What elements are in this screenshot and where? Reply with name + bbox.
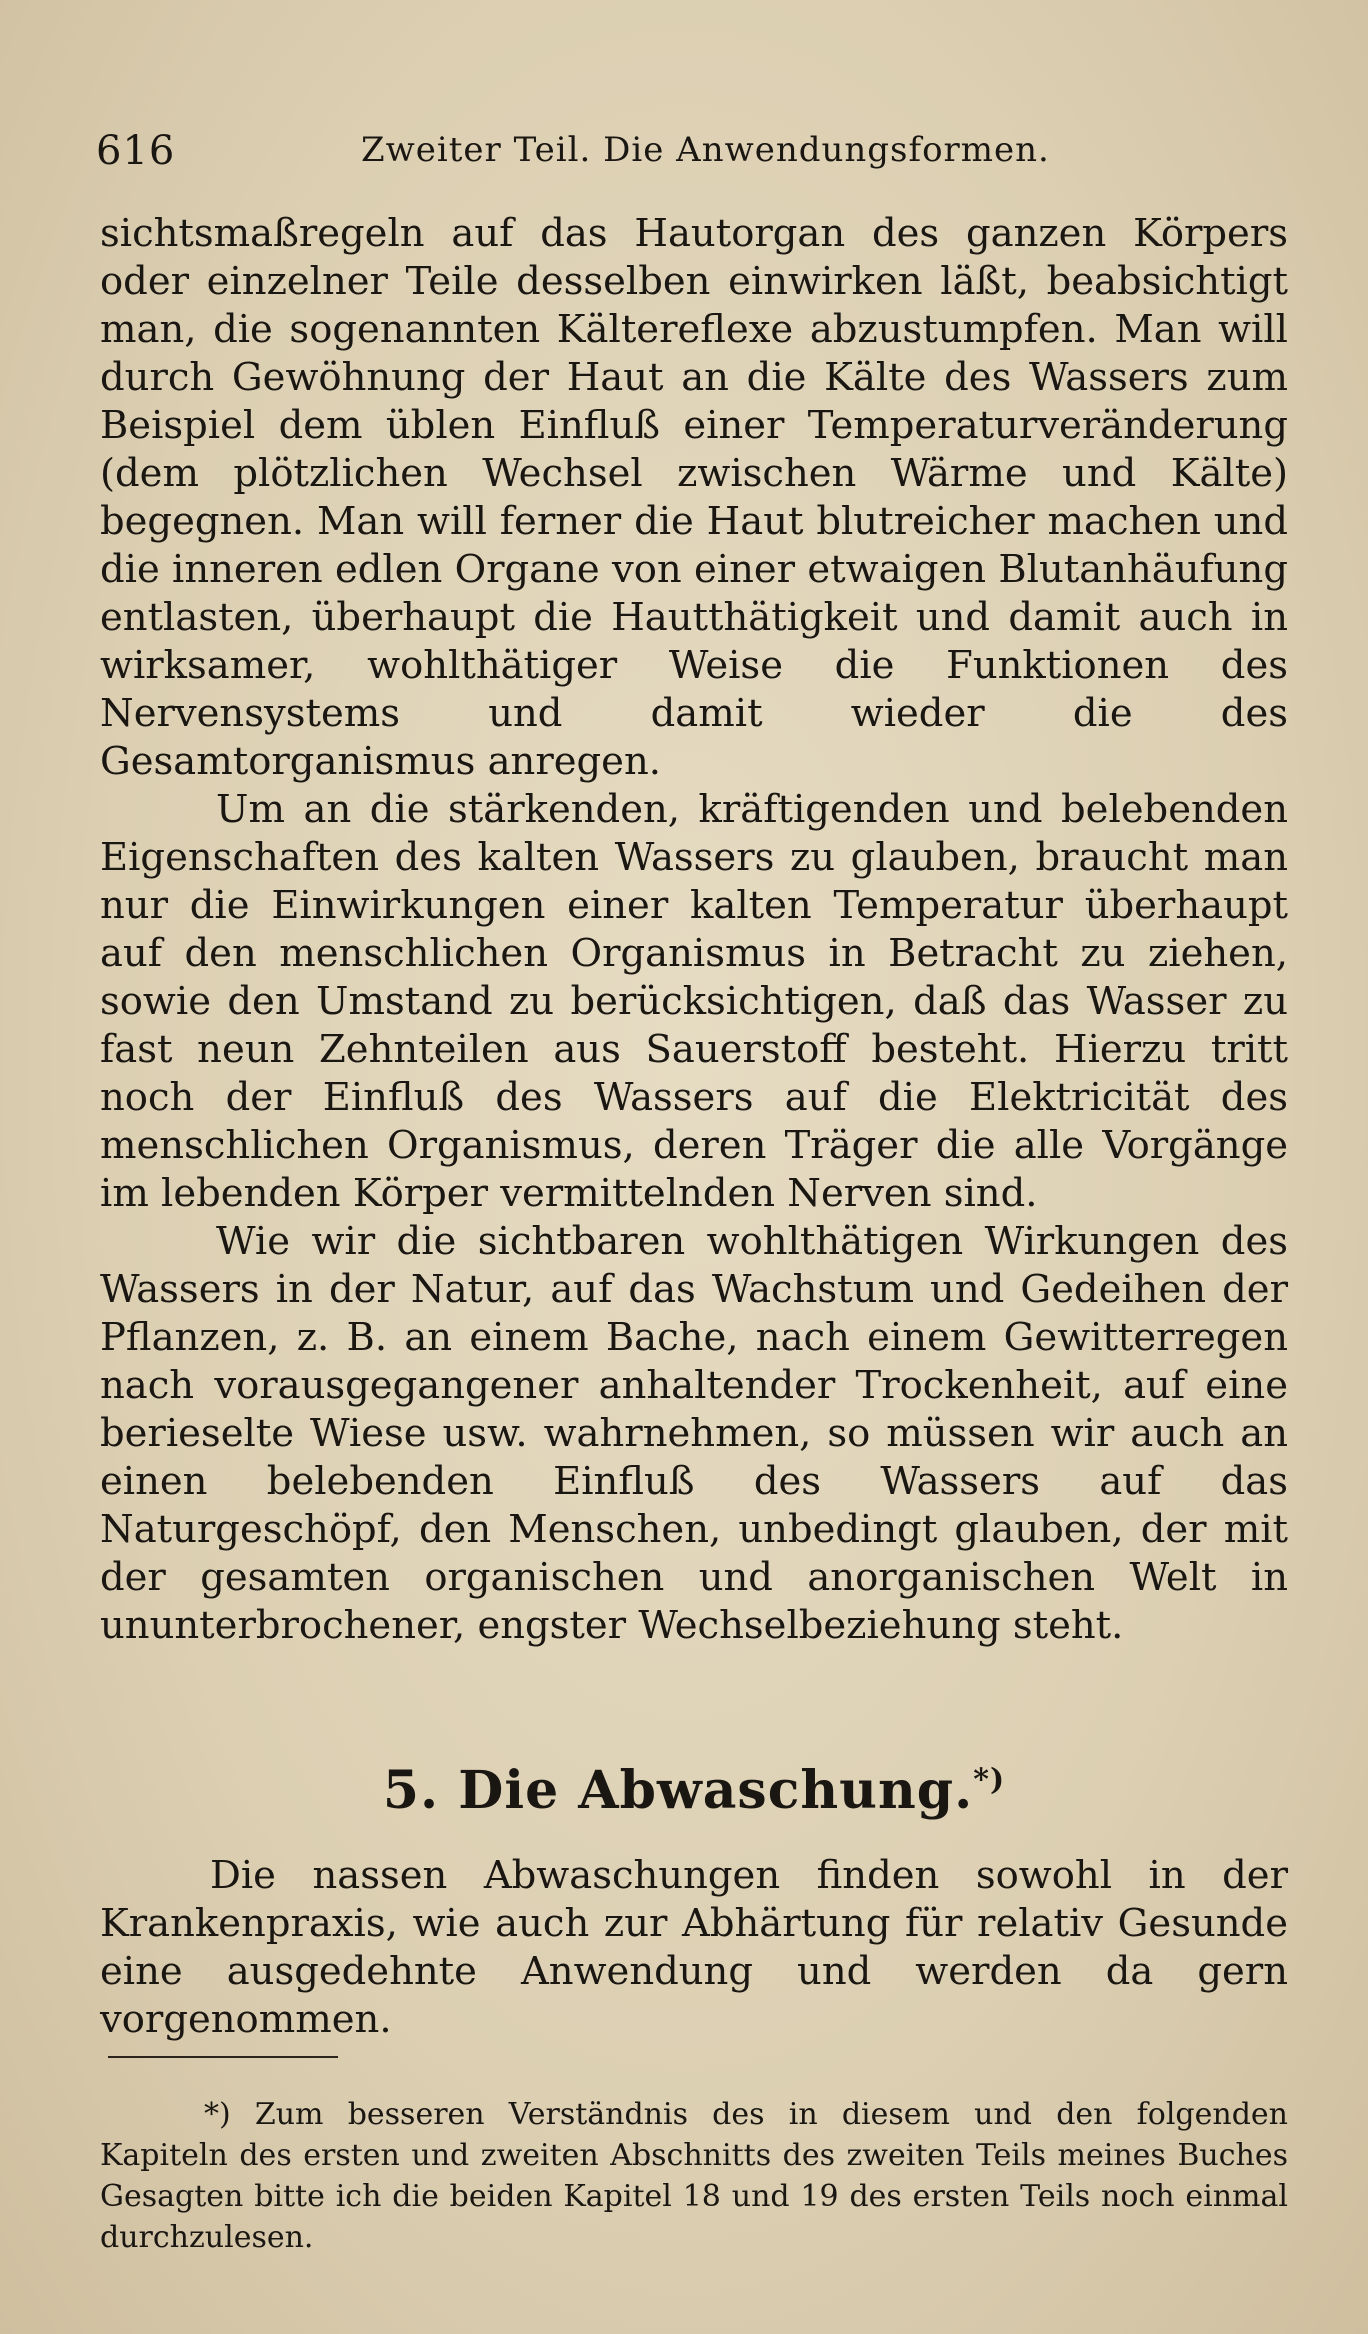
section-title: 5. Die Abwaschung. — [382, 1760, 974, 1821]
page-header — [96, 128, 1276, 188]
main-text — [100, 210, 1288, 1650]
paragraph-2: Um an die stärkenden, kräftigenden und belebenden Eigenschaften des kalten Wassers zu glauben, braucht man nur die Einwirkungen einer kalten Temperatur überhaupt auf den menschlichen Organismus in Betracht zu ziehen, sowie den Umstand zu berücksichtigen, daß das Wasser zu fast neun Zehnteilen aus Sauerstoff besteht. Hierzu tritt noch der Einfluß des Wassers auf die Elektricität des menschlichen Organismus, deren Träger die alle Vorgänge im lebenden Körper vermittelnden Nerven sind. — [100, 787, 1288, 1216]
footnote — [100, 2094, 1288, 2258]
page-number: 616 — [96, 128, 176, 174]
section-paragraph: Die nassen Abwaschungen finden sowohl in der Krankenpraxis, wie auch zur Abhärtung für relativ Gesunde eine ausgedehnte Anwendung und werden da gern vorgenommen. — [100, 1853, 1288, 2042]
footnote-marker: *) — [973, 1762, 1006, 1798]
footnote-text: *) Zum besseren Verständnis des in diesem und den folgenden Kapiteln des ersten und zweiten Abschnitts des zweiten Teils meines Buches Gesagten bitte ich die beiden Kapitel 18 und 19 des ersten Teils noch einmal durchzulesen. — [100, 2097, 1288, 2255]
footnote-divider — [108, 2056, 338, 2058]
paragraph-1: sichtsmaßregeln auf das Hautorgan des ganzen Körpers oder einzelner Teile desselben einwirken läßt, beabsichtigt man, die sogenannten Kältereflexe abzustumpfen. Man will durch Gewöhnung der Haut an die Kälte des Wassers zum Beispiel dem üblen Einfluß einer Temperaturveränderung (dem plötzlichen Wechsel zwischen Wärme und Kälte) begegnen. Man will ferner die Haut blutreicher machen und die inneren edlen Organe von einer etwaigen Blutanhäufung entlasten, überhaupt die Hautthätigkeit und damit auch in wirksamer, wohlthätiger Weise die Funktionen des Nervensystems und damit wieder die des Gesamtorganismus anregen. — [100, 211, 1288, 784]
section-heading — [100, 1760, 1288, 1821]
paragraph-3: Wie wir die sichtbaren wohlthätigen Wirkungen des Wassers in der Natur, auf das Wachstum und Gedeihen der Pflanzen, z. B. an einem Bache, nach einem Gewitterregen nach vorausgegangener anhaltender Trockenheit, auf eine berieselte Wiese usw. wahrnehmen, so müssen wir auch an einen belebenden Einfluß des Wassers auf das Naturgeschöpf, den Menschen, unbedingt glauben, der mit der gesamten organischen und anorganischen Welt in ununterbrochener, engster Wechselbeziehung steht. — [100, 1219, 1288, 1648]
running-head: Zweiter Teil. Die Anwendungsformen. — [361, 130, 1050, 170]
section-text — [100, 1852, 1288, 2044]
